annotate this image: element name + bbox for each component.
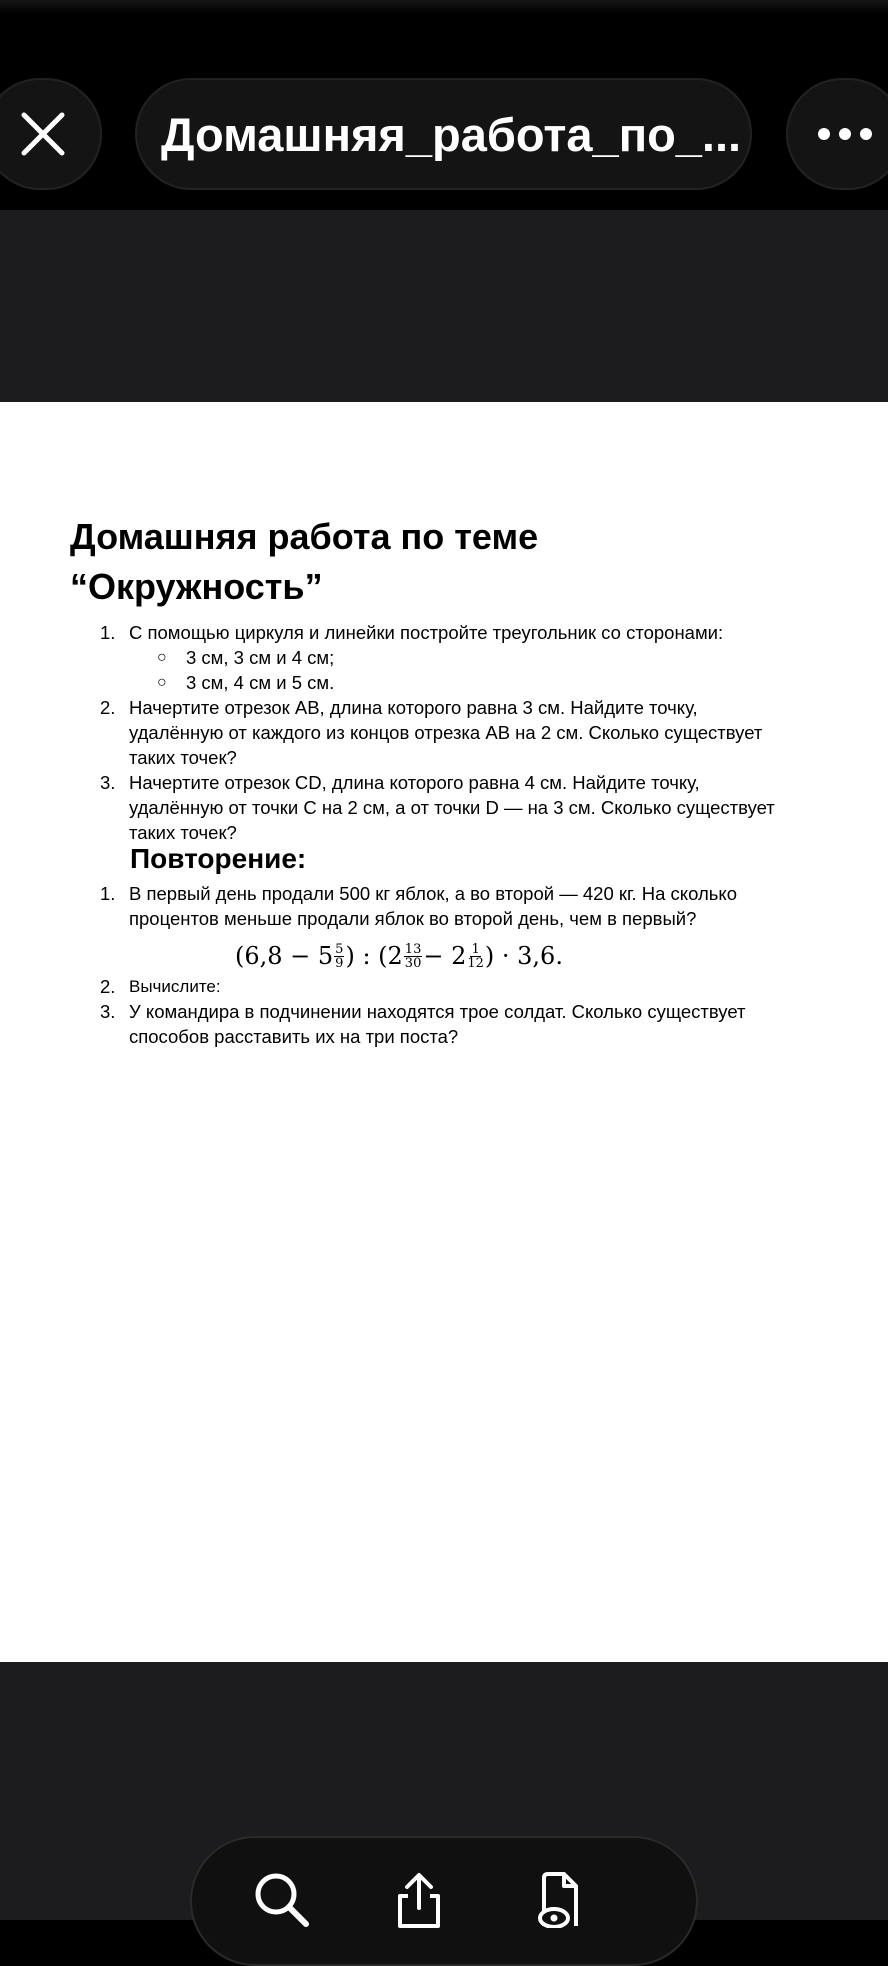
fraction bbox=[404, 943, 423, 970]
share-button[interactable] bbox=[384, 1868, 454, 1928]
formula-part: ) : (2 bbox=[345, 942, 403, 970]
document-heading-line1: Домашняя работа по теме bbox=[70, 516, 539, 557]
review-text: процентов меньше продали яблок во второй день, чем в первый? bbox=[129, 908, 697, 929]
document-page bbox=[0, 402, 888, 1662]
review-number: 3. bbox=[100, 1001, 116, 1022]
bullet-circle: ○ bbox=[157, 674, 167, 691]
review-number: 1. bbox=[100, 883, 116, 904]
task-text: Начертите отрезок АВ, длина которого равна 3 см. Найдите точку, bbox=[129, 697, 698, 718]
fraction-numerator: 5 bbox=[335, 941, 344, 957]
document-preview-button[interactable] bbox=[524, 1868, 594, 1928]
share-icon bbox=[384, 1868, 454, 1928]
fraction-numerator: 13 bbox=[404, 941, 422, 957]
fraction-denominator: 9 bbox=[335, 955, 344, 971]
task-number: 1. bbox=[100, 622, 116, 643]
fraction bbox=[334, 943, 344, 970]
review-heading: Повторение: bbox=[130, 843, 307, 874]
close-icon bbox=[18, 109, 68, 159]
bullet-circle: ○ bbox=[157, 649, 167, 666]
fraction bbox=[467, 943, 484, 970]
task-text: таких точек? bbox=[129, 822, 237, 843]
formula-part: (6,8 − 5 bbox=[235, 942, 334, 970]
formula-part: − 2 bbox=[423, 942, 467, 970]
viewer-background-top bbox=[0, 210, 888, 402]
search-icon bbox=[248, 1868, 318, 1928]
task-number: 2. bbox=[100, 697, 116, 718]
close-button[interactable] bbox=[0, 78, 102, 190]
task-number: 3. bbox=[100, 772, 116, 793]
math-formula bbox=[235, 942, 563, 970]
top-fade bbox=[0, 0, 888, 14]
task-text: таких точек? bbox=[129, 747, 237, 768]
document-title: Домашняя_работа_по_... bbox=[161, 107, 742, 161]
task-text: удалённую от каждого из концов отрезка АВ на 2 см. Сколько существует bbox=[129, 722, 763, 743]
more-button[interactable] bbox=[786, 78, 888, 190]
document-preview-icon bbox=[524, 1868, 594, 1928]
bullet-text: 3 см, 3 см и 4 см; bbox=[186, 647, 335, 668]
document-heading-line2: “Окружность” bbox=[70, 566, 323, 607]
formula-part: ) · 3,6. bbox=[484, 942, 563, 970]
fraction-numerator: 1 bbox=[471, 941, 480, 957]
search-button[interactable] bbox=[248, 1868, 318, 1928]
task-text: удалённую от точки С на 2 см, а от точки D — на 3 см. Сколько существует bbox=[129, 797, 775, 818]
review-text: В первый день продали 500 кг яблок, а во второй — 420 кг. На сколько bbox=[129, 883, 737, 904]
fraction-denominator: 30 bbox=[404, 955, 422, 971]
document-title-pill[interactable] bbox=[135, 78, 752, 190]
task-text: С помощью циркуля и линейки постройте треугольник со сторонами: bbox=[129, 622, 724, 643]
top-bar bbox=[0, 0, 888, 210]
review-number: 2. bbox=[100, 976, 116, 997]
task-text: Начертите отрезок CD, длина которого равна 4 см. Найдите точку, bbox=[129, 772, 700, 793]
review-text: У командира в подчинении находятся трое солдат. Сколько существует bbox=[129, 1001, 746, 1022]
more-icon bbox=[817, 127, 873, 141]
fraction-denominator: 12 bbox=[467, 955, 484, 971]
review-text: способов расставить их на три поста? bbox=[129, 1026, 459, 1047]
bullet-text: 3 см, 4 см и 5 см. bbox=[186, 672, 335, 693]
bottom-toolbar bbox=[190, 1836, 698, 1966]
review-text: Вычислите: bbox=[129, 977, 221, 996]
document-heading bbox=[70, 512, 538, 612]
